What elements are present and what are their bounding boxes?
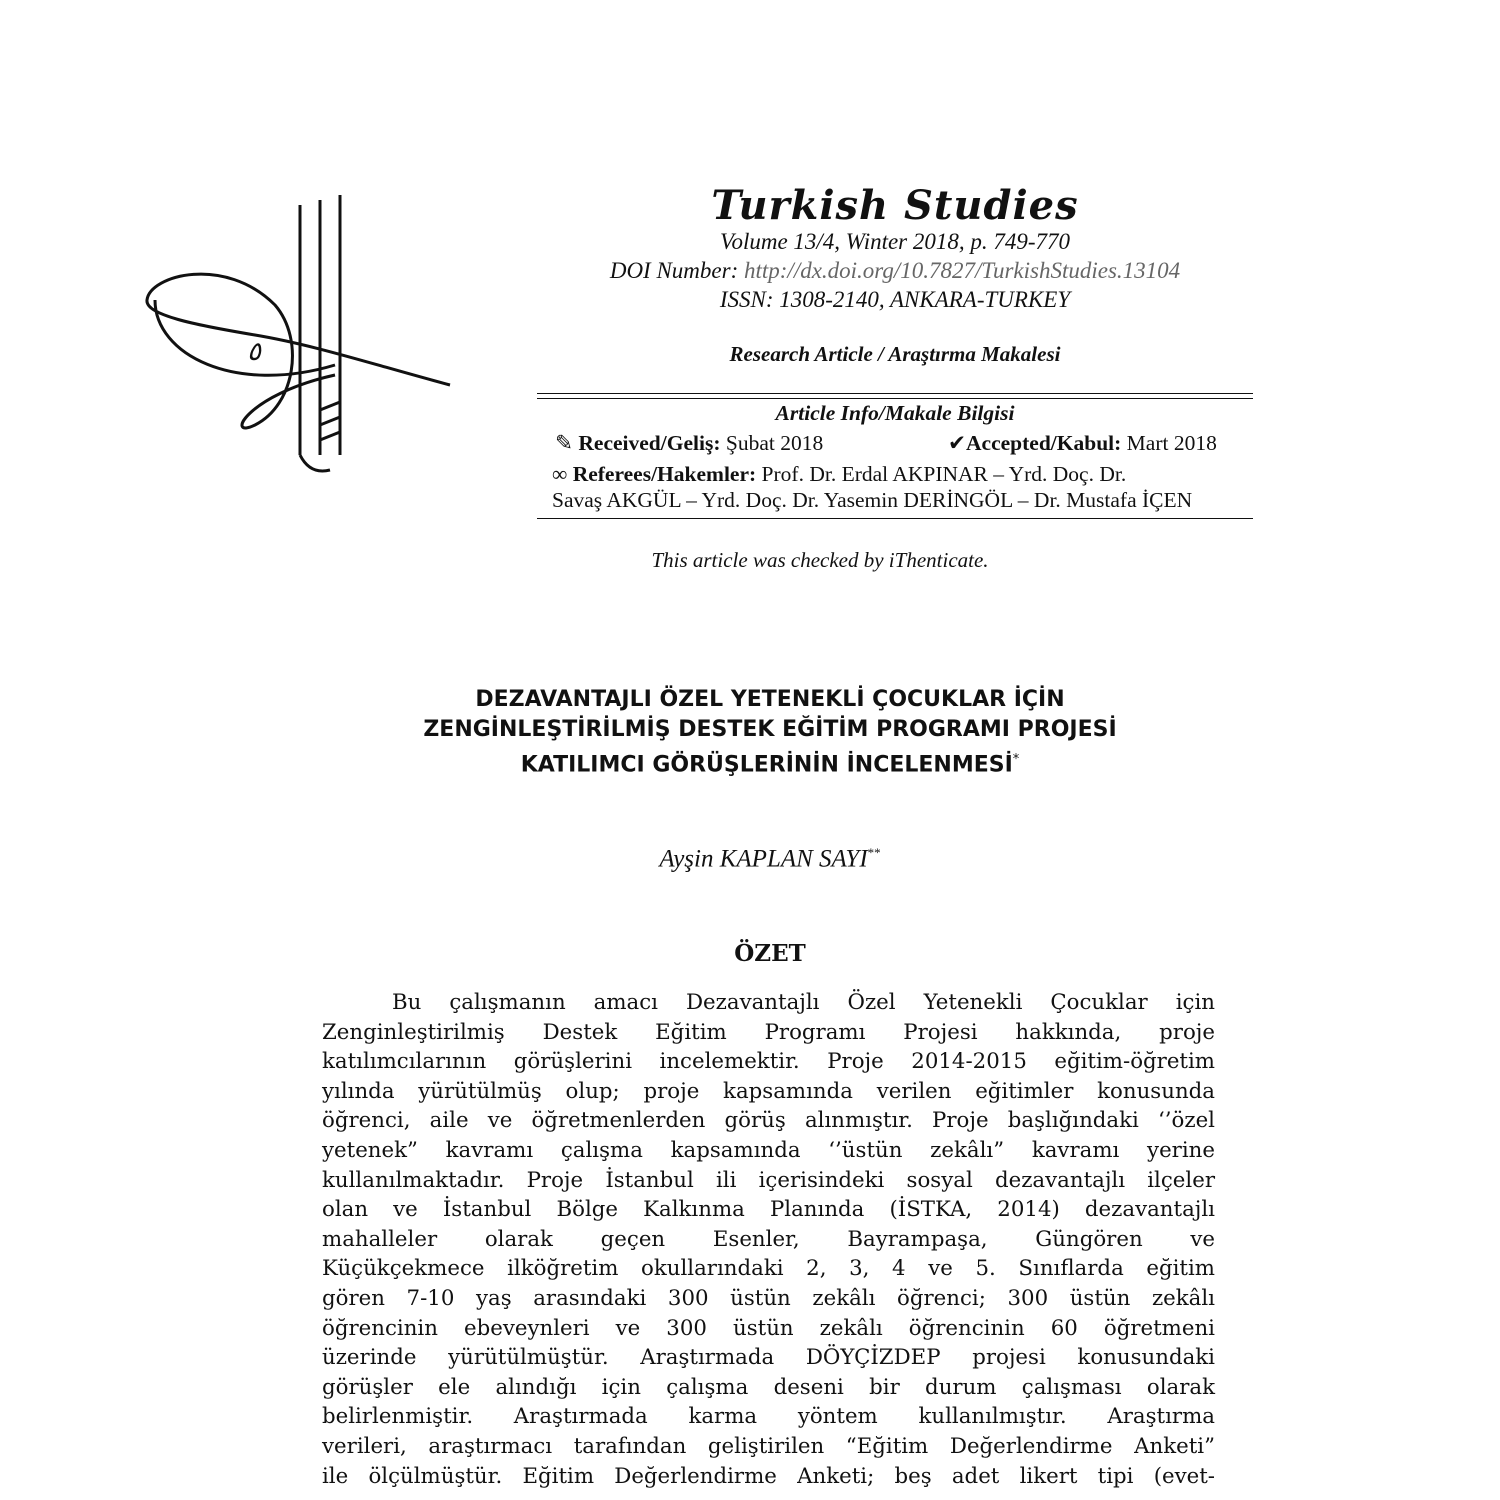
doi-link[interactable]: http://dx.doi.org/10.7827/TurkishStudies.13104 (743, 258, 1181, 283)
abstract-line: gören 7-10 yaş arasındaki 300 üstün zekâlı öğrenci; 300 üstün zekâlı (322, 1285, 1215, 1311)
abstract-line: yılında yürütülmüş olup; proje kapsamında verilen eğitimler konusunda (322, 1078, 1215, 1104)
title-line: ZENGİNLEŞTİRİLMİŞ DESTEK EĞİTİM PROGRAMI PROJESİ (423, 717, 1117, 742)
divider (537, 398, 1253, 399)
issn: ISSN: 1308-2140, ANKARA-TURKEY (719, 287, 1071, 312)
abstract-line: ile ölçülmüştür. Eğitim Değerlendirme Anketi; beş adet likert tipi (evet- (322, 1463, 1215, 1489)
glasses-icon: ∞ (552, 462, 568, 486)
footnote-mark: ** (867, 845, 881, 860)
received-date: ✎ Received/Geliş: Şubat 2018 (555, 431, 824, 455)
journal-name: Turkish Studies (711, 182, 1079, 229)
doi-label: DOI Number: (609, 258, 739, 283)
divider (537, 518, 1253, 519)
abstract-body (322, 988, 1215, 1491)
accepted-date: ✔Accepted/Kabul: Mart 2018 (948, 431, 1217, 455)
title-line: DEZAVANTAJLI ÖZEL YETENEKLİ ÇOCUKLAR İÇİN (475, 687, 1065, 712)
volume-info: Volume 13/4, Winter 2018, p. 749-770 (719, 229, 1071, 254)
abstract-line: yetenek” kavramı çalışma kapsamında ‘’üstün zekâlı” kavramı yerine (322, 1137, 1215, 1163)
footnote-mark: * (1012, 752, 1020, 767)
abstract-line: üzerinde yürütülmüştür. Araştırmada DÖYÇİZDEP projesi konusundaki (322, 1345, 1215, 1371)
ithenticate-note: This article was checked by iThenticate. (651, 548, 989, 572)
checkmark-icon: ✔ (948, 431, 967, 455)
referees-line-1: ∞ Referees/Hakemler: Prof. Dr. Erdal AKPINAR – Yrd. Doç. Dr. (552, 462, 1127, 486)
abstract-line: Bu çalışmanın amacı Dezavantajlı Özel Yetenekli Çocuklar için (392, 990, 1215, 1015)
abstract-line: görüşler ele alındığı için çalışma deseni bir durum çalışması olarak (322, 1374, 1215, 1400)
pencil-icon: ✎ (555, 431, 574, 455)
tughra-logo (135, 195, 455, 495)
svg-text:٥: ٥ (247, 337, 261, 366)
abstract-line: verileri, araştırmacı tarafından geliştirilen “Eğitim Değerlendirme Anketi” (322, 1433, 1215, 1459)
referees-line-2: Savaş AKGÜL – Yrd. Doç. Dr. Yasemin DERİNGÖL – Dr. Mustafa İÇEN (552, 488, 1193, 512)
title-line: KATILIMCI GÖRÜŞLERİNİN İNCELENMESİ* (520, 752, 1020, 778)
article-info-heading: Article Info/Makale Bilgisi (775, 401, 1015, 425)
abstract-line: olan ve İstanbul Bölge Kalkınma Planında (İSTKA, 2014) dezavantajlı (322, 1197, 1215, 1223)
doi-line (540, 258, 1250, 284)
abstract-line: Zenginleştirilmiş Destek Eğitim Programı Projesi hakkında, proje (322, 1019, 1215, 1045)
article-title (300, 685, 1240, 780)
abstract-line: Küçükçekmece ilköğretim okullarındaki 2, 3, 4 ve 5. Sınıflarda eğitim (322, 1256, 1215, 1282)
abstract-line: öğrencinin ebeveynleri ve 300 üstün zekâlı öğrencinin 60 öğretmeni (322, 1315, 1215, 1341)
abstract-line: katılımcılarının görüşlerini incelemektir. Proje 2014-2015 eğitim-öğretim (322, 1049, 1215, 1075)
abstract-line: mahalleler olarak geçen Esenler, Bayrampaşa, Güngören ve (322, 1226, 1215, 1252)
article-type: Research Article / Araştırma Makalesi (729, 342, 1061, 366)
abstract-line: öğrenci, aile ve öğretmenlerden görüş alınmıştır. Proje başlığındaki ‘’özel (322, 1108, 1215, 1134)
author: Ayşin KAPLAN SAYI** (659, 845, 881, 873)
divider (537, 393, 1253, 394)
abstract-line: kullanılmaktadır. Proje İstanbul ili içerisindeki sosyal dezavantajlı ilçeler (322, 1167, 1215, 1193)
abstract-line: belirlenmiştir. Araştırmada karma yöntem kullanılmıştır. Araştırma (322, 1404, 1215, 1430)
abstract-heading: ÖZET (734, 940, 806, 967)
